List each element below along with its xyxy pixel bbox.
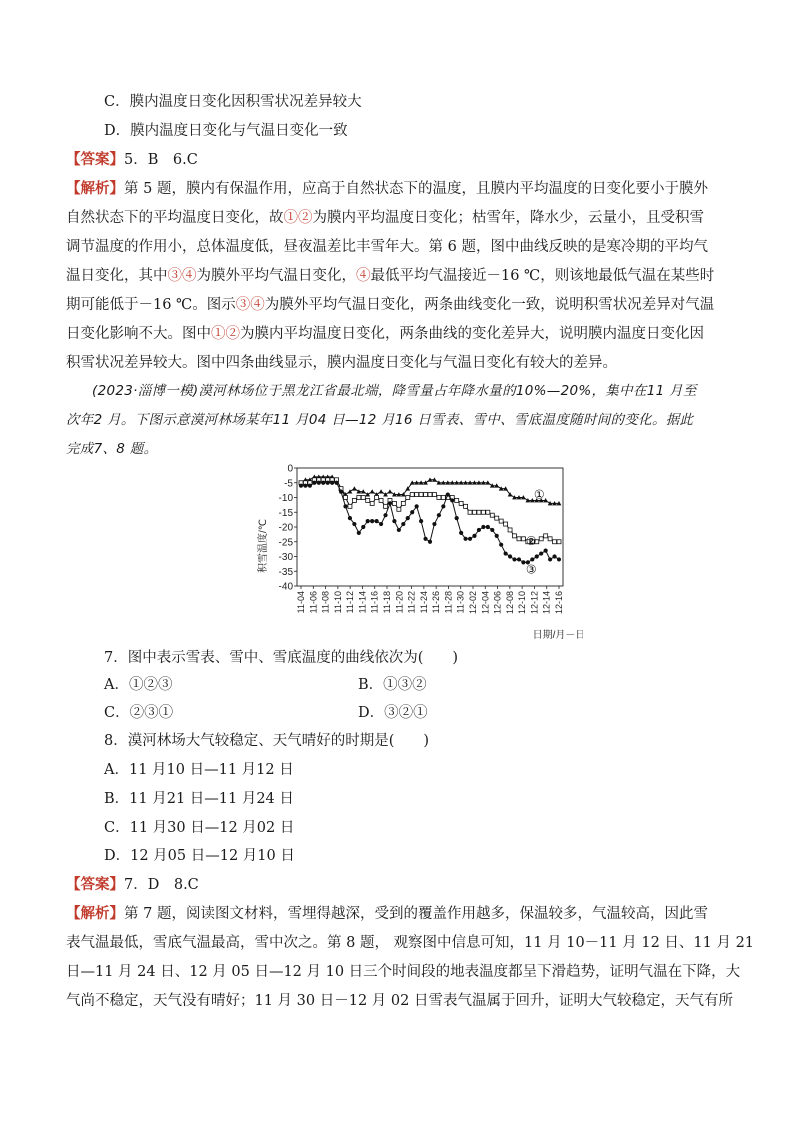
series-2-point — [553, 540, 557, 544]
series-3-point — [512, 557, 516, 561]
series-2-point — [472, 510, 476, 514]
series-label-3: ③ — [525, 562, 537, 577]
series-2-point — [517, 537, 521, 541]
series-3-point — [352, 522, 356, 526]
x-tick-label: 12-10 — [517, 591, 528, 615]
chart-ylabel: 积雪温度/℃ — [258, 518, 269, 574]
series-3-point — [334, 481, 338, 485]
series-2-point — [455, 498, 459, 502]
y-tick-label: -5 — [284, 478, 293, 490]
series-2-point — [464, 504, 468, 508]
series-label-1: ① — [533, 487, 545, 502]
series-3-point — [312, 481, 316, 485]
analysis-line: 日变化影响不大。图中 — [66, 326, 211, 342]
circled-numbers: ①② — [283, 210, 313, 226]
series-3-point — [495, 534, 499, 538]
series-3-point — [423, 537, 427, 541]
series-3-point — [397, 528, 401, 532]
x-tick-label: 12-02 — [468, 591, 478, 615]
analysis-line: 积雪状况差异较大。图中四条曲线显示，膜内温度日变化与气温日变化有较大的差异。 — [66, 355, 617, 371]
series-3-point — [450, 498, 454, 502]
series-3-point — [326, 481, 330, 485]
series-2-point — [499, 519, 503, 523]
x-tick-label: 11-22 — [406, 591, 417, 614]
series-3-point — [499, 543, 503, 547]
circled-numbers: ③④ — [235, 297, 265, 313]
chart-xlabel: 日期/月－日 — [532, 630, 583, 641]
series-3-point — [348, 516, 352, 520]
y-tick-label: -30 — [278, 552, 293, 563]
series-3-point — [463, 537, 467, 541]
series-3-point — [504, 551, 508, 555]
x-tick-label: 11-12 — [345, 591, 356, 614]
series-3-point — [455, 516, 459, 520]
intro-line: 次年2 月。下图示意漠河林场某年11 月04 日—12 月16 日雪表、雪中、雪底温度随时间的变化。据此 — [66, 412, 694, 428]
series-3-point — [441, 504, 445, 508]
plot-frame — [297, 468, 563, 586]
series-3-point — [330, 481, 334, 485]
series-2-point — [375, 496, 379, 500]
series-2-point — [366, 498, 370, 502]
analysis-line: 为膜内平均温度日变化，两条曲线的变化差异大，说明膜内温度日变化因 — [240, 326, 704, 342]
analysis-line: 最低平均气温接近－16 ℃，则该地最低气温在某些时 — [370, 268, 715, 284]
analysis-line: 为膜内平均温度日变化；枯雪年，降水少，云量小，且受积雪 — [312, 210, 704, 226]
series-3-point — [535, 554, 539, 558]
answer-tag: 【答案】 — [66, 151, 124, 168]
series-3-point — [308, 484, 312, 488]
x-tick-label: 11-24 — [418, 591, 429, 614]
q7-option-c: C．②③① — [104, 705, 174, 721]
answer-text: 5．B 6.C — [124, 152, 198, 168]
analysis-line: 表气温最低，雪底气温最高，雪中次之。第 8 题， 观察图中信息可知，11 月 10－11 月 12 日、11 月 21 — [66, 935, 755, 951]
series-2-point — [397, 507, 401, 511]
q7-option-b: B．①③② — [358, 677, 427, 693]
x-tick-label: 11-30 — [455, 591, 466, 614]
series-3-point — [410, 510, 414, 514]
x-tick-label: 12-06 — [492, 591, 503, 615]
series-2-point — [401, 501, 405, 505]
series-3-point — [508, 554, 512, 558]
x-tick-label: 11-08 — [320, 591, 331, 614]
series-3-point — [366, 519, 370, 523]
x-tick-label: 12-12 — [529, 591, 540, 615]
analysis-line: 为膜外平均气温日变化， — [196, 268, 356, 284]
series-3-point — [383, 513, 387, 517]
x-tick-label: 12-04 — [480, 591, 491, 615]
series-3-point — [343, 504, 347, 508]
series-2-point — [437, 496, 441, 500]
series-3-point — [415, 504, 419, 508]
series-2-point — [392, 501, 396, 505]
series-2-point — [343, 496, 347, 500]
series-2-point — [544, 534, 548, 538]
series-3-point — [406, 516, 410, 520]
series-3-point — [299, 484, 303, 488]
series-3-point — [401, 522, 405, 526]
circled-numbers: ①② — [211, 326, 240, 342]
series-3-point — [361, 525, 365, 529]
series-1-point — [388, 489, 393, 493]
series-2-point — [379, 498, 383, 502]
x-tick-label: 12-08 — [504, 591, 515, 615]
series-1-point — [365, 492, 370, 496]
analysis-line: 自然状态下的平均温度日变化，故 — [66, 210, 284, 226]
circled-number: ④ — [356, 268, 371, 284]
series-2-point — [352, 498, 356, 502]
series-3-point — [477, 528, 481, 532]
q8-stem: 8．漠河林场大气较稳定、天气晴好的时期是( ) — [104, 733, 430, 749]
q7-option-a: A．①②③ — [104, 677, 173, 693]
series-3-point — [486, 525, 490, 529]
x-tick-label: 12-16 — [554, 591, 564, 615]
series-2-point — [406, 496, 410, 500]
x-tick-label: 11-20 — [394, 591, 405, 614]
y-tick-label: -25 — [278, 537, 293, 549]
series-2-point — [477, 510, 481, 514]
series-2-point — [513, 534, 517, 538]
series-2-point — [521, 537, 525, 541]
x-tick-label: 11-26 — [431, 591, 442, 614]
x-tick-label: 11-10 — [332, 591, 343, 614]
series-1-point — [348, 489, 353, 493]
answer-text: 7．D 8.C — [124, 877, 199, 893]
y-tick-label: -15 — [278, 507, 293, 519]
y-tick-label: 0 — [287, 463, 293, 475]
x-tick-label: 11-28 — [443, 591, 454, 614]
series-2-point — [419, 493, 423, 497]
series-2-point — [504, 522, 508, 526]
series-3-point — [544, 549, 548, 553]
y-tick-label: -40 — [278, 581, 293, 593]
series-3-point — [437, 513, 441, 517]
series-3-point — [472, 534, 476, 538]
series-3-point — [321, 481, 325, 485]
intro-line: 完成7、8 题。 — [66, 441, 158, 457]
series-2-point — [495, 516, 499, 520]
series-label-2: ② — [525, 533, 537, 548]
series-3-point — [357, 531, 361, 535]
answer-5-6 — [66, 150, 198, 170]
series-3-point — [468, 537, 472, 541]
analysis-line: 第 7 题，阅读图文材料，雪埋得越深，受到的覆盖作用越多，保温较多，气温较高，因此雪 — [124, 906, 708, 922]
analysis-tag: 【解析】 — [66, 180, 124, 197]
analysis-line: 日—11 月 24 日、12 月 05 日—12 月 10 日三个时间段的地表温度都呈下滑趋势，证明气温在下降，大 — [66, 964, 741, 980]
series-2-point — [539, 537, 543, 541]
q8-option-a: A．11 月10 日—11 月12 日 — [104, 762, 294, 778]
series-2-point — [490, 513, 494, 517]
x-tick-label: 11-16 — [369, 591, 380, 614]
q8-option-d: D．12 月05 日—12 月10 日 — [104, 848, 295, 864]
series-1-point — [352, 486, 357, 490]
answer-7-8 — [66, 875, 199, 895]
analysis-line: 调节温度的作用小，总体温度低，昼夜温差比丰雪年大。第 6 题，图中曲线反映的是寒冷期的平均气 — [66, 239, 708, 255]
series-2-point — [357, 496, 361, 500]
series-3-point — [517, 557, 521, 561]
series-2-point — [441, 496, 445, 500]
series-2-point — [486, 510, 490, 514]
series-3-point — [392, 519, 396, 523]
series-3-point — [539, 551, 543, 555]
series-2-point — [468, 510, 472, 514]
series-1-point — [370, 489, 375, 493]
series-3-point — [481, 525, 485, 529]
series-3-point — [317, 481, 321, 485]
series-3-point — [388, 501, 392, 505]
analysis-line: 期可能低于－16 ℃。图示 — [66, 297, 236, 313]
series-3-point — [379, 522, 383, 526]
snow-temperature-chart — [253, 460, 583, 650]
x-tick-label: 12-14 — [541, 591, 552, 615]
y-tick-label: -10 — [278, 493, 293, 504]
series-3-point — [419, 519, 423, 523]
series-3-point — [446, 492, 450, 496]
series-2-point — [361, 496, 365, 500]
series-3-point — [339, 490, 343, 494]
series-2-point — [459, 501, 463, 505]
series-1-point — [383, 492, 388, 496]
series-3-point — [428, 540, 432, 544]
series-3-point — [375, 519, 379, 523]
analysis-tag: 【解析】 — [66, 905, 124, 922]
q8-option-c: C．11 月30 日—12 月02 日 — [104, 820, 295, 836]
circled-numbers: ③④ — [167, 268, 197, 284]
series-2-point — [432, 493, 436, 497]
analysis-line: 为膜外平均气温日变化，两条曲线变化一致，说明积雪状况差异对气温 — [264, 297, 715, 313]
q8-option-b: B．11 月21 日—11 月24 日 — [104, 791, 294, 807]
series-3-point — [370, 519, 374, 523]
y-tick-label: -20 — [278, 522, 293, 534]
series-2-point — [424, 493, 428, 497]
analysis-line: 温日变化，其中 — [66, 268, 168, 284]
q7-stem: 7．图中表示雪表、雪中、雪底温度的曲线依次为( ) — [104, 650, 459, 666]
series-2-point — [370, 501, 374, 505]
x-tick-label: 11-04 — [296, 591, 306, 614]
series-1-point — [379, 489, 384, 493]
y-tick-label: -35 — [278, 566, 293, 578]
series-2-point — [348, 504, 352, 508]
series-2-point — [410, 493, 414, 497]
x-tick-label: 11-14 — [357, 591, 368, 614]
chart-svg — [253, 460, 583, 650]
series-2-point — [481, 510, 485, 514]
x-tick-label: 11-18 — [382, 591, 392, 614]
intro-line: (2023·淄博一模)漠河林场位于黑龙江省最北端，降雪量占年降水量的10%—20%，集中在11 月至 — [92, 383, 697, 399]
series-2-point — [384, 504, 388, 508]
series-3-point — [432, 522, 436, 526]
series-2-point — [428, 493, 432, 497]
q6-option-c: C．膜内温度日变化因积雪状况差异较大 — [104, 94, 362, 110]
x-tick-label: 11-06 — [308, 591, 319, 614]
series-2-point — [548, 537, 552, 541]
q7-option-d: D．③②① — [358, 705, 428, 721]
series-3-point — [557, 557, 561, 561]
analysis-line: 第 5 题，膜内有保温作用，应高于自然状态下的温度，且膜内平均温度的日变化要小于膜外 — [124, 181, 708, 197]
series-3-point — [530, 557, 534, 561]
series-2-point — [508, 528, 512, 532]
analysis-line: 气尚不稳定，天气没有晴好；11 月 30 日－12 月 02 日雪表气温属于回升，证明大气较稳定，天气有所 — [66, 993, 733, 1009]
series-3-point — [548, 557, 552, 561]
series-3-point — [303, 484, 307, 488]
series-3-point — [459, 531, 463, 535]
answer-tag: 【答案】 — [66, 876, 124, 893]
q6-option-d: D．膜内温度日变化与气温日变化一致 — [104, 123, 348, 139]
series-2-point — [557, 540, 561, 544]
series-3-point — [552, 554, 556, 558]
series-3-point — [490, 528, 494, 532]
series-2-point — [415, 493, 419, 497]
